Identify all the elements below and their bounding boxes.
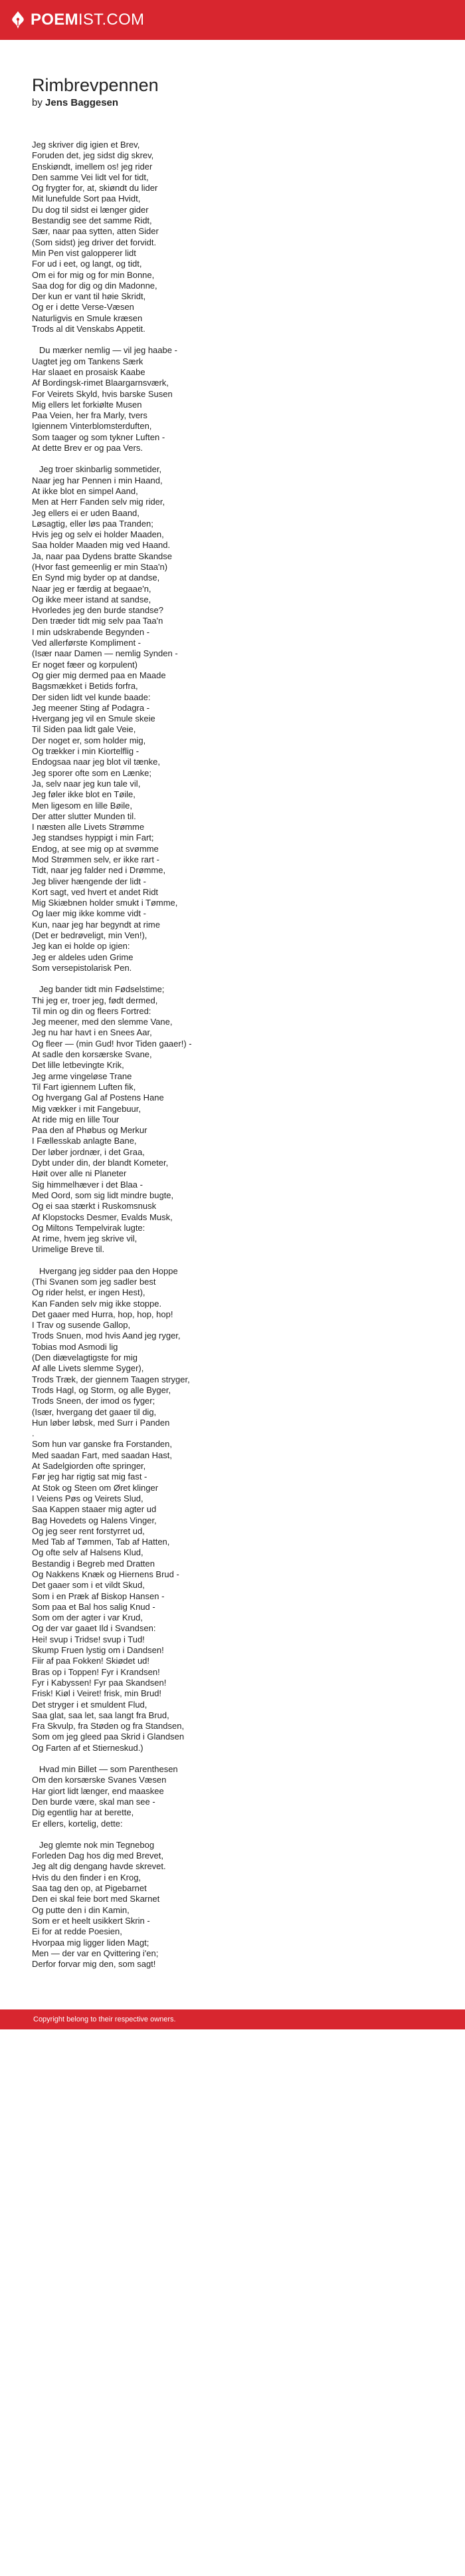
poem-line: Saa dog for dig og din Madonne, [32,280,157,291]
stanza [32,1266,433,1753]
poem-line: Og ikke meer istand at sandse, [32,594,151,604]
poem-line: Jeg standses hyppigt i min Fart; [32,833,154,843]
poem-line: At ikke blot en simpel Aand, [32,485,138,496]
poem-line: I Trav og susende Gallop, [32,1320,131,1331]
poem-line: I Veiens Pøs og Veirets Slud, [32,1493,143,1503]
poem-line: . [32,1428,35,1439]
poem-line: Med saadan Fart, med saadan Hast, [32,1450,173,1460]
poem-line: I Fællesskab anlagte Bane, [32,1136,137,1146]
poem-line: Om den korsærske Svanes Væsen [32,1775,167,1785]
poem-line: (Thi Svanen som jeg sadler best [32,1276,156,1287]
poem-line: (Det er bedrøveligt, min Ven!), [32,930,147,941]
poem-line: Mig ellers let forkiølte Musen [32,399,142,410]
poem-line: Hvorpaa mig ligger liden Magt; [32,1937,149,1948]
stanza [32,984,433,1255]
poem-line: Der siden lidt vel kunde baade: [32,692,151,702]
poem-page [0,40,465,1970]
poem-line: Forleden Dag hos dig med Brevet, [32,1851,163,1861]
poem-line: Min Pen vist galopperer lidt [32,247,136,258]
poem-line: Jeg skriver dig igien et Brev, [32,140,140,150]
poem-line: Saa holder Maaden mig ved Haand. [32,540,171,551]
poem-line: Fiir af paa Fokken! Skiødet ud! [32,1656,150,1666]
poem-line: Der løber jordnær, i det Graa, [32,1146,145,1157]
poem-line: (Især naar Damen — nemlig Synden - [32,648,178,659]
site-header [0,0,465,40]
poem-line: Den træder tidt mig selv paa Taa'n [32,616,163,626]
poem-line: Thi jeg er, troer jeg, født dermed, [32,995,158,1005]
poem-line: For Veirets Skyld, hvis barske Susen [32,388,173,399]
poem-line: Bag Hovedets og Halens Vinger, [32,1515,157,1525]
poem-line: For ud i eet, og langt, og tidt, [32,259,142,269]
poem-line: Og jeg seer rent forstyrret ud, [32,1525,145,1536]
poem-line: Og fleer — (min Gud! hvor Tiden gaaer!) - [32,1038,192,1049]
poem-line: Er noget fæer og korpulent) [32,659,138,670]
poem-line: Den ei skal feie bort med Skarnet [32,1894,160,1904]
poem-line: Frisk! Kiøl i Veiret! frisk, min Brud! [32,1688,162,1699]
poem-line: Som hun var ganske fra Forstanden, [32,1439,173,1450]
poem-line: (Den diævelagtigste for mig [32,1352,138,1363]
poem-line: Mit lunefulde Sort paa Hvidt, [32,193,141,204]
poem-line: Og hvergang Gal af Postens Hane [32,1093,164,1103]
poem-line: Hei! svup i Tridse! svup i Tud! [32,1634,145,1644]
poem-line: Før jeg har rigtig sat mig fast - [32,1472,147,1482]
poem-line: Det gaaer som i et vildt Skud, [32,1580,145,1591]
poem-line: Mig vækker i mit Fangebuur, [32,1103,141,1114]
poem-line: Og er i dette Verse-Væsen [32,302,134,313]
poem-line: Jeg glemte nok min Tegnebog [32,1839,155,1850]
poem-line: Og rider helst, er ingen Hest), [32,1287,145,1298]
stanza [32,1764,433,1829]
poem-line: Til min og din og fleers Fortred: [32,1005,151,1016]
stanza [32,1840,433,1970]
poem-line: Har slaaet en prosaisk Kaabe [32,366,145,377]
poem-line: Det gaaer med Hurra, hop, hop, hop! [32,1309,173,1319]
poem-line: (Som sidst) jeg driver det forvidt. [32,237,157,247]
poem-line: Naturligvis en Smule kræsen [32,313,143,323]
poem-line: Høit over alle ni Planeter [32,1168,127,1179]
poem-line: Som i en Præk af Biskop Hansen - [32,1591,165,1601]
poem-line: Saa glat, saa let, saa langt fra Brud, [32,1710,169,1720]
poem-line: Jeg meener Sting af Podagra - [32,702,150,713]
poem-line: At sadle den korsærske Svane, [32,1049,152,1060]
poem-line: Foruden det, jeg sidst dig skrev, [32,150,154,161]
poem-line: Ved allerførste Kompliment - [32,638,141,648]
poem-line: At dette Brev er og paa Vers. [32,443,143,453]
poem-line: Naar jeg har Pennen i min Haand, [32,475,163,485]
copyright-text: Copyright belong to their respective owners. [33,2015,176,2024]
poem-line: Endog, at see mig op at svømme [32,843,159,854]
poem-line: Mig Skiæbnen holder smukt i Tømme, [32,898,178,908]
byline [32,97,433,108]
poem-line: Kun, naar jeg har begyndt at rime [32,919,160,930]
poem-line: Jeg ellers ei er uden Baand, [32,507,140,518]
poem-line: Saa tag den op, at Pigebarnet [32,1883,147,1894]
poem-line: Bestandig see det samme Ridt, [32,215,152,226]
poem-line: Dybt under din, der blandt Kometer, [32,1158,169,1168]
poem-line: Ja, selv naar jeg kun tale vil, [32,778,141,789]
poem-line: Hvis du den finder i en Krog, [32,1872,141,1882]
poem-line: Hvis jeg og selv ei holder Maaden, [32,529,164,540]
poem-line: Ja, naar paa Dydens bratte Skandse [32,551,173,561]
stanza [32,140,433,334]
poem-line: Af alle Livets slemme Syger), [32,1363,144,1374]
poem-line: Du dog til sidst ei længer gider [32,204,149,215]
poem-line: Jeg alt dig dengang havde skrevet. [32,1861,166,1872]
poem-line: (Især, hvergang det gaaer til dig, [32,1406,157,1417]
poem-line: Trods Træk, der giennem Taagen stryger, [32,1374,190,1384]
poem-line: Om ei for mig og for min Bonne, [32,269,155,280]
poem-line: Sær, naar paa sytten, atten Sider [32,226,159,237]
poem-line: Jeg troer skinbarlig sommetider, [32,464,162,475]
poem-line: Skump Fruen lystig om i Dandsen! [32,1645,164,1656]
poem-line: Med Tab af Tømmen, Tab af Hatten, [32,1537,170,1547]
poem-line: (Hvor fast gemeenlig er min Staa'n) [32,561,168,572]
poem-line: Den samme Vei lidt vel for tidt, [32,172,149,182]
poem-line: Til Siden paa lidt gale Veie, [32,724,136,735]
poem-line: Trods Hagl, og Storm, og alle Byger, [32,1384,171,1395]
quill-pen-icon [11,11,25,29]
poem-line: Jeg nu har havt i en Snees Aar, [32,1027,152,1038]
poem-line: Og Farten af et Stierneskud.) [32,1742,143,1753]
poem-line: Er ellers, kortelig, dette: [32,1818,123,1829]
poem-line: Jeg sporer ofte som en Lænke; [32,767,151,778]
poem-line: Du mærker nemlig — vil jeg haabe - [32,345,177,356]
poem-line: I min udskrabende Begynden - [32,626,150,637]
poem-line: Jeg er aldeles uden Grime [32,952,134,962]
site-footer [0,2009,465,2029]
logo-text-strong: POEM [31,11,78,29]
poem-line: Naar jeg er færdig at begaae'n, [32,583,151,594]
author-name[interactable]: Jens Baggesen [45,97,119,108]
poem-line: Jeg arme vingeløse Trane [32,1071,132,1081]
poem-line: Og trækker i min Kiortelflig - [32,746,140,757]
poem-line: Løsagtig, eller løs paa Tranden; [32,518,153,529]
poem-line: Men at Herr Fanden selv mig rider, [32,497,165,507]
poem-line: Uagtet jeg om Tankens Særk [32,356,143,366]
poem-line: Men ligesom en lille Bøile, [32,800,133,811]
poem-line: Og laer mig ikke komme vidt - [32,908,146,919]
poem-line: Og ei saa stærkt i Ruskomsnusk [32,1201,157,1212]
stanza [32,464,433,973]
poem-title: Rimbrevpennen [32,75,159,95]
poem-line: Tobias mod Asmodi lig [32,1341,118,1352]
poem-line: At Sadelgiorden ofte springer, [32,1461,146,1472]
poem-line: At Stok og Steen om Øret klinger [32,1482,159,1493]
poem-line: Som versepistolarisk Pen. [32,962,132,973]
poem-line: Og der var gaaet Ild i Svandsen: [32,1623,156,1634]
poem-line: At ride mig en lille Tour [32,1114,120,1124]
site-logo[interactable] [11,11,144,29]
poem-line: Hvergang jeg sidder paa den Hoppe [32,1265,178,1276]
poem-line: Tidt, naar jeg falder ned i Drømme, [32,865,166,876]
poem-line: Fyr i Kabyssen! Fyr paa Skandsen! [32,1677,167,1688]
poem-line: Der kun er vant til høie Skridt, [32,291,146,302]
logo-text-light: IST.COM [78,11,145,29]
poem-line: Og Nakkens Knæk og Hiernens Brud - [32,1569,179,1579]
poem-line: Hvorledes jeg den burde standse? [32,605,164,616]
poem-line: At rime, hvem jeg skrive vil, [32,1233,138,1244]
poem-line: Paa Veien, her fra Marly, tvers [32,410,147,421]
poem-line: Bagsmækket i Betids forfra, [32,681,138,692]
poem-line: Det strygеr i et smuldent Flud, [32,1699,147,1710]
poem-body [32,140,433,1970]
poem-line: Som om der agter i var Krud, [32,1612,143,1623]
poem-line: Som er et heelt usikkert Skrin - [32,1915,150,1926]
poem-line: Bestandig i Begreb med Dratten [32,1558,155,1569]
poem-line: Saa Kappen staaer mig agter ud [32,1504,157,1515]
poem-line: Jeg kan ei holde op igien: [32,941,130,952]
poem-line: Til Fart igiennem Luften fik, [32,1081,136,1092]
poem-line: Har giort lidt længer, end maaskee [32,1785,164,1796]
poem-line: Og gier mig dermed paa en Maade [32,670,166,680]
poem-line: Kort sagt, ved hvert et andet Ridt [32,886,159,897]
poem-line: Af Bordingsk-rimet Blaargarnsværk, [32,378,169,388]
poem-line: Dig egentlig har at berette, [32,1807,134,1818]
poem-line: Hvad min Billet — som Parenthesen [32,1764,178,1775]
poem-line: Jeg bander tidt min Fødselstime; [32,984,165,995]
poem-line: Men — der var en Qvittering i'en; [32,1948,159,1958]
stanza [32,345,433,453]
poem-line: Af Klopstocks Desmer, Evalds Musk, [32,1212,173,1222]
poem-line: Det lille letbevingte Krik, [32,1060,124,1071]
poem-line: Hun løber løbsk, med Surr i Panden [32,1417,170,1428]
poem-line: Trods al dit Venskabs Appetit. [32,324,145,334]
poem-line: Som om jeg gleed paa Skrid i Glandsen [32,1732,185,1742]
poem-line: Urimelige Breve til. [32,1244,105,1255]
poem-line: Trods Sneen, der imod os fyger; [32,1396,155,1406]
poem-line: Jeg bliver hængende der lidt - [32,876,146,886]
poem-line: Paa den af Phøbus og Merkur [32,1125,147,1136]
poem-line: Og frygter for, at, skiøndt du lider [32,183,158,193]
poem-line: Mod Strømmen selv, er ikke rart - [32,854,159,864]
poem-line: Ei for at redde Poesien, [32,1926,122,1937]
poem-line: Igiennem Vinterblomsterduften, [32,421,152,432]
poem-line: Som paa et Bal hos salig Knud - [32,1601,155,1612]
poem-line: Og putte den i din Kamin, [32,1904,130,1915]
poem-line: Med Oord, som sig lidt mindre bugte, [32,1190,174,1200]
poem-line: Jeg føler ikke blot en Tøile, [32,789,136,800]
poem-line: Der atter slutter Munden til. [32,811,136,821]
poem-line: Hvergang jeg vil en Smule skeie [32,713,155,724]
poem-line: Og ofte selv af Halsens Klud, [32,1547,143,1558]
poem-line: I næsten alle Livets Strømme [32,822,145,833]
poem-line: Endogsaa naar jeg blot vil tænke, [32,757,160,767]
poem-line: Kan Fanden selv mig ikke stoppe. [32,1298,162,1309]
poem-line: Og Miltons Tempelvirak lugte: [32,1222,145,1233]
poem-line: Den burde være, skal man see - [32,1796,155,1807]
poem-line: Trods Snuen, mod hvis Aand jeg ryger, [32,1331,181,1341]
poem-line: Derfor forvar mig den, som sagt! [32,1959,156,1970]
poem-line: Som taager og som tykner Luften - [32,432,165,442]
poem-line: En Synd mig byder op at dandse, [32,573,160,583]
poem-line: Sig himmelhæver i det Blaa - [32,1179,143,1190]
poem-line: Bras op i Toppen! Fyr i Krandsen! [32,1666,160,1677]
poem-line: Jeg meener, med den slemme Vane, [32,1017,173,1027]
poem-line: Der noget er, som holder mig, [32,735,146,745]
poem-line: Fra Skvulp, fra Støden og fra Standsen, [32,1721,185,1732]
by-label: by [32,97,43,108]
poem-line: Enskiøndt, imellem os! jeg rider [32,161,153,172]
